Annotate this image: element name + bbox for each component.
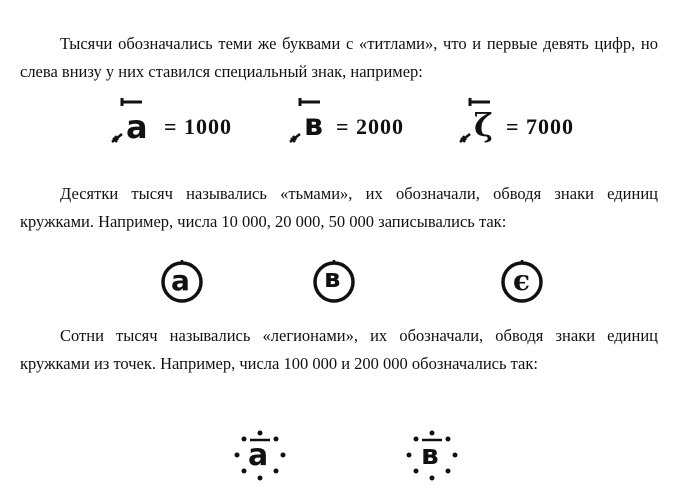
paragraph-tma: Десятки тысяч назывались «тьмами», их обозначали, обводя знаки единиц кружками. Например, числа 10 000, 20 000, 50 000 записывались так: [20,184,658,231]
thousand-example-a [108,92,258,162]
tma-letter: є [513,264,532,297]
thousand-value: = 7000 [506,114,575,139]
tma-example-e [500,256,544,304]
legion-example-v [404,428,460,484]
tma-letter: в [324,264,342,294]
legion-letter: а [248,438,270,473]
thousand-example-z [456,92,606,162]
tma-example-a [160,256,204,304]
paragraph-thousands: Тысячи обозначались теми же буквами с «титлами», что и первые девять цифр, но слева внизу у них ставился специальный знак, например: [20,34,658,81]
thousand-letter: а [126,108,149,146]
legion-example-a [232,428,288,484]
legion-letter: в [421,438,440,471]
thousand-letter: в [304,108,324,143]
thousands-examples [0,92,678,162]
tma-examples [0,256,678,308]
thousand-value: = 1000 [164,114,233,139]
thousand-example-v [286,92,436,162]
paragraph-legion: Сотни тысяч назывались «легионами», их обозначали, обводя знаки единиц кружками из точек. Например, числа 100 000 и 200 000 обозначались так: [20,326,658,373]
thousand-letter: ζ [474,106,494,144]
tma-example-v [312,256,356,304]
tma-letter: а [171,264,191,297]
thousand-value: = 2000 [336,114,405,139]
legion-examples [0,428,678,488]
